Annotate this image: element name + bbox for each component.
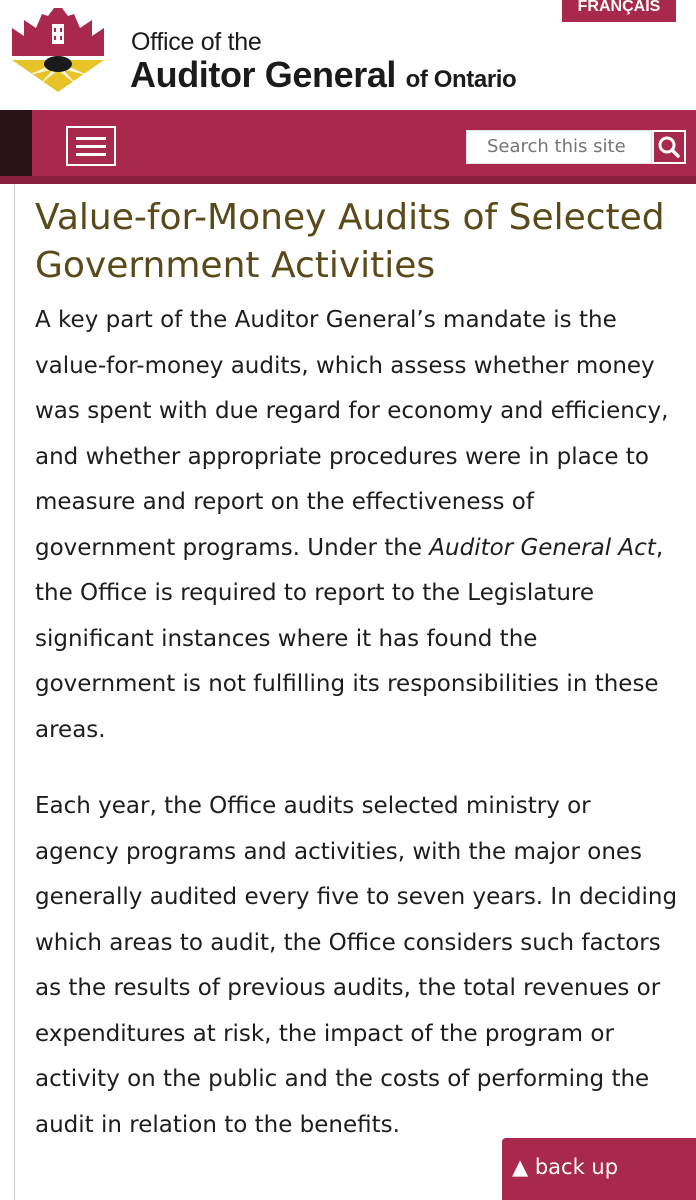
intro-text-start: A key part of the Auditor General’s mandate is the value-for-money audits, which assess whether money was spent with due regard for economy and efficiency, and whether appropriate procedures were in place to measure and report on the effectiveness of government programs. Under the <box>35 307 669 561</box>
search-input[interactable] <box>466 130 652 164</box>
hamburger-menu-icon <box>76 153 106 156</box>
navbar-bottom-border <box>0 176 696 184</box>
org-name-line1: Office of the <box>131 28 262 56</box>
intro-text-end: , the Office is required to report to the Legislature significant instances where it has found the government is not fulfilling its responsibilities in these areas. <box>35 534 664 743</box>
org-name-suffix: of Ontario <box>405 66 517 93</box>
navbar-edge <box>0 110 32 182</box>
page-title: Value-for-Money Audits of Selected Government Activities <box>35 197 665 286</box>
site-header <box>0 0 696 110</box>
hamburger-menu-icon <box>76 145 106 148</box>
org-name-main: Auditor General <box>130 54 397 95</box>
menu-button[interactable] <box>66 126 116 166</box>
search-button[interactable] <box>652 130 686 164</box>
org-name-line2 <box>130 54 516 96</box>
selection-paragraph: Each year, the Office audits selected ministry or agency programs and activities, with the major ones generally audited every five to seven years. In deciding which areas to audit, the Office considers such factors as the results of previous audits, the total revenues or expenditures at risk, the impact of the program or activity on the public and the costs of performing the audit in relation to the benefits. <box>35 793 678 1138</box>
act-name: Auditor General Act <box>429 534 656 561</box>
magnifier-icon <box>654 132 684 162</box>
intro-paragraph <box>35 298 680 753</box>
main-navbar <box>0 110 696 182</box>
hamburger-menu-icon <box>76 137 106 140</box>
language-toggle-link[interactable]: FRANÇAIS <box>562 0 676 22</box>
main-content <box>14 184 696 1200</box>
back-up-button[interactable]: ▲ back up <box>502 1138 696 1200</box>
auditor-general-logo[interactable] <box>8 6 108 94</box>
